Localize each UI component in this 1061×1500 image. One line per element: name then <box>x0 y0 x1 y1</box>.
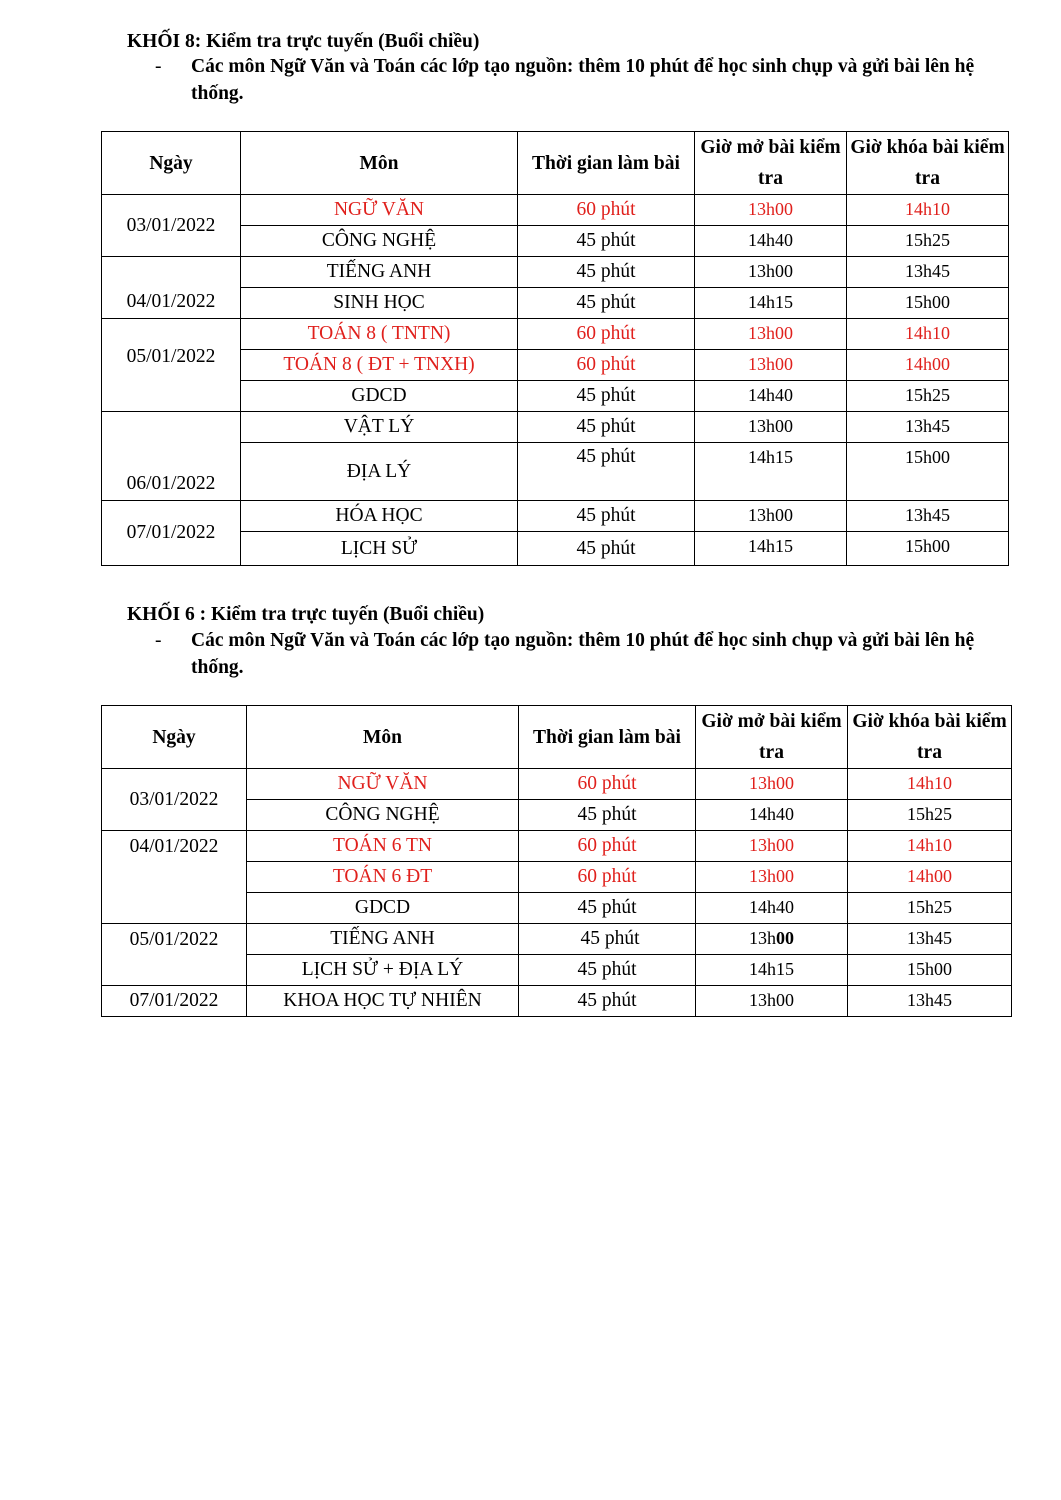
note-text: Các môn Ngữ Văn và Toán các lớp tạo nguồn: thêm 10 phút để học sinh chụp và gửi bài lên hệ thống. <box>191 630 975 678</box>
schedule-table-khoi-6 <box>101 705 1012 1017</box>
header-close-time: Giờ khóa bài kiểm tra <box>848 706 1012 769</box>
table-row <box>102 412 1009 443</box>
schedule-table-khoi-8 <box>101 131 1009 566</box>
subject-cell: TOÁN 8 ( TNTN) <box>241 319 518 350</box>
table-row <box>102 769 1012 800</box>
note-text: Các môn Ngữ Văn và Toán các lớp tạo nguồn: thêm 10 phút để học sinh chụp và gửi bài lên hệ thống. <box>191 56 975 104</box>
open-time-cell: 13h00 <box>696 769 848 800</box>
table-row <box>102 257 1009 288</box>
header-date: Ngày <box>102 706 247 769</box>
date-cell: 04/01/2022 <box>102 831 247 924</box>
close-time-cell: 13h45 <box>848 986 1012 1017</box>
close-time-cell: 15h00 <box>847 532 1009 566</box>
open-time-cell: 14h40 <box>696 893 848 924</box>
open-time-cell: 13h00 <box>695 350 847 381</box>
date-cell: 07/01/2022 <box>102 501 241 566</box>
duration-cell: 45 phút <box>518 226 695 257</box>
subject-cell: CÔNG NGHỆ <box>247 800 519 831</box>
subject-cell: TOÁN 8 ( ĐT + TNXH) <box>241 350 518 381</box>
date-cell: 03/01/2022 <box>102 195 241 257</box>
subject-cell: VẬT LÝ <box>241 412 518 443</box>
close-time-cell: 13h45 <box>847 257 1009 288</box>
open-time-cell: 13h00 <box>696 862 848 893</box>
table-row <box>102 986 1012 1017</box>
close-time-cell: 15h00 <box>847 288 1009 319</box>
open-time-cell: 13h00 <box>696 831 848 862</box>
table-header-row <box>102 706 1012 769</box>
open-time-cell: 13h00 <box>696 986 848 1017</box>
duration-cell: 45 phút <box>518 288 695 319</box>
open-time-cell: 13h00 <box>695 257 847 288</box>
close-time-cell: 15h00 <box>848 955 1012 986</box>
header-duration: Thời gian làm bài <box>519 706 696 769</box>
open-time-cell: 14h40 <box>695 226 847 257</box>
date-cell: 06/01/2022 <box>102 412 241 501</box>
duration-cell: 45 phút <box>519 986 696 1017</box>
table-header-row <box>102 132 1009 195</box>
open-time-cell: 14h15 <box>695 532 847 566</box>
duration-cell: 45 phút <box>518 412 695 443</box>
duration-cell: 60 phút <box>518 350 695 381</box>
open-time-cell: 14h40 <box>695 381 847 412</box>
date-cell: 03/01/2022 <box>102 769 247 831</box>
open-time-cell: 14h15 <box>695 443 847 501</box>
open-time-cell <box>696 924 848 955</box>
header-close-time: Giờ khóa bài kiểm tra <box>847 132 1009 195</box>
section-title-khoi-6: KHỐI 6 : Kiểm tra trực tuyến (Buổi chiều) <box>127 604 485 625</box>
duration-cell: 45 phút <box>519 955 696 986</box>
open-time-cell: 14h15 <box>696 955 848 986</box>
subject-cell: HÓA HỌC <box>241 501 518 532</box>
subject-cell: GDCD <box>241 381 518 412</box>
subject-cell: NGỮ VĂN <box>241 195 518 226</box>
duration-cell: 45 phút <box>518 532 695 566</box>
close-time-cell: 14h00 <box>847 350 1009 381</box>
close-time-cell: 15h25 <box>847 381 1009 412</box>
close-time-cell: 14h00 <box>848 862 1012 893</box>
subject-cell: CÔNG NGHỆ <box>241 226 518 257</box>
duration-cell: 45 phút <box>519 893 696 924</box>
duration-cell: 45 phút <box>519 800 696 831</box>
duration-cell: 60 phút <box>519 769 696 800</box>
close-time-cell: 14h10 <box>848 831 1012 862</box>
close-time-cell: 14h10 <box>847 319 1009 350</box>
subject-cell: ĐỊA LÝ <box>241 443 518 501</box>
header-subject: Môn <box>241 132 518 195</box>
date-cell: 07/01/2022 <box>102 986 247 1017</box>
open-time-cell: 14h15 <box>695 288 847 319</box>
date-cell: 05/01/2022 <box>102 319 241 412</box>
duration-cell: 60 phút <box>519 831 696 862</box>
close-time-cell: 13h45 <box>848 924 1012 955</box>
duration-cell: 60 phút <box>518 195 695 226</box>
open-time-cell: 14h40 <box>696 800 848 831</box>
bullet-dash: - <box>155 56 162 77</box>
subject-cell: GDCD <box>247 893 519 924</box>
open-time-cell: 13h00 <box>695 195 847 226</box>
table-row <box>102 195 1009 226</box>
duration-cell: 45 phút <box>518 257 695 288</box>
subject-cell: KHOA HỌC TỰ NHIÊN <box>247 986 519 1017</box>
header-open-time: Giờ mở bài kiểm tra <box>696 706 848 769</box>
close-time-cell: 15h25 <box>847 226 1009 257</box>
open-time-cell: 13h00 <box>695 319 847 350</box>
table-row <box>102 924 1012 955</box>
duration-cell: 45 phút <box>518 381 695 412</box>
duration-cell: 45 phút <box>519 924 696 955</box>
duration-cell: 45 phút <box>518 501 695 532</box>
close-time-cell: 14h10 <box>848 769 1012 800</box>
date-cell: 04/01/2022 <box>102 257 241 319</box>
close-time-cell: 13h45 <box>847 412 1009 443</box>
header-subject: Môn <box>247 706 519 769</box>
open-time-cell: 13h00 <box>695 412 847 443</box>
close-time-cell: 15h00 <box>847 443 1009 501</box>
close-time-cell: 13h45 <box>847 501 1009 532</box>
section-title-khoi-8: KHỐI 8: Kiểm tra trực tuyến (Buổi chiều) <box>127 31 480 52</box>
subject-cell: TIẾNG ANH <box>247 924 519 955</box>
header-date: Ngày <box>102 132 241 195</box>
subject-cell: LỊCH SỬ <box>241 532 518 566</box>
close-time-cell: 14h10 <box>847 195 1009 226</box>
subject-cell: TIẾNG ANH <box>241 257 518 288</box>
table-row <box>102 319 1009 350</box>
header-open-time: Giờ mở bài kiểm tra <box>695 132 847 195</box>
open-time-cell: 13h00 <box>695 501 847 532</box>
subject-cell: TOÁN 6 ĐT <box>247 862 519 893</box>
duration-cell: 60 phút <box>519 862 696 893</box>
close-time-cell: 15h25 <box>848 893 1012 924</box>
open-time-prefix: 13h <box>749 928 776 948</box>
close-time-cell: 15h25 <box>848 800 1012 831</box>
subject-cell: SINH HỌC <box>241 288 518 319</box>
subject-cell: LỊCH SỬ + ĐỊA LÝ <box>247 955 519 986</box>
bullet-dash: - <box>155 630 162 651</box>
subject-cell: NGỮ VĂN <box>247 769 519 800</box>
table-row <box>102 831 1012 862</box>
header-duration: Thời gian làm bài <box>518 132 695 195</box>
duration-cell: 45 phút <box>518 443 695 501</box>
subject-cell: TOÁN 6 TN <box>247 831 519 862</box>
date-cell: 05/01/2022 <box>102 924 247 986</box>
table-row <box>102 501 1009 532</box>
open-time-bold: 00 <box>776 928 794 948</box>
duration-cell: 60 phút <box>518 319 695 350</box>
